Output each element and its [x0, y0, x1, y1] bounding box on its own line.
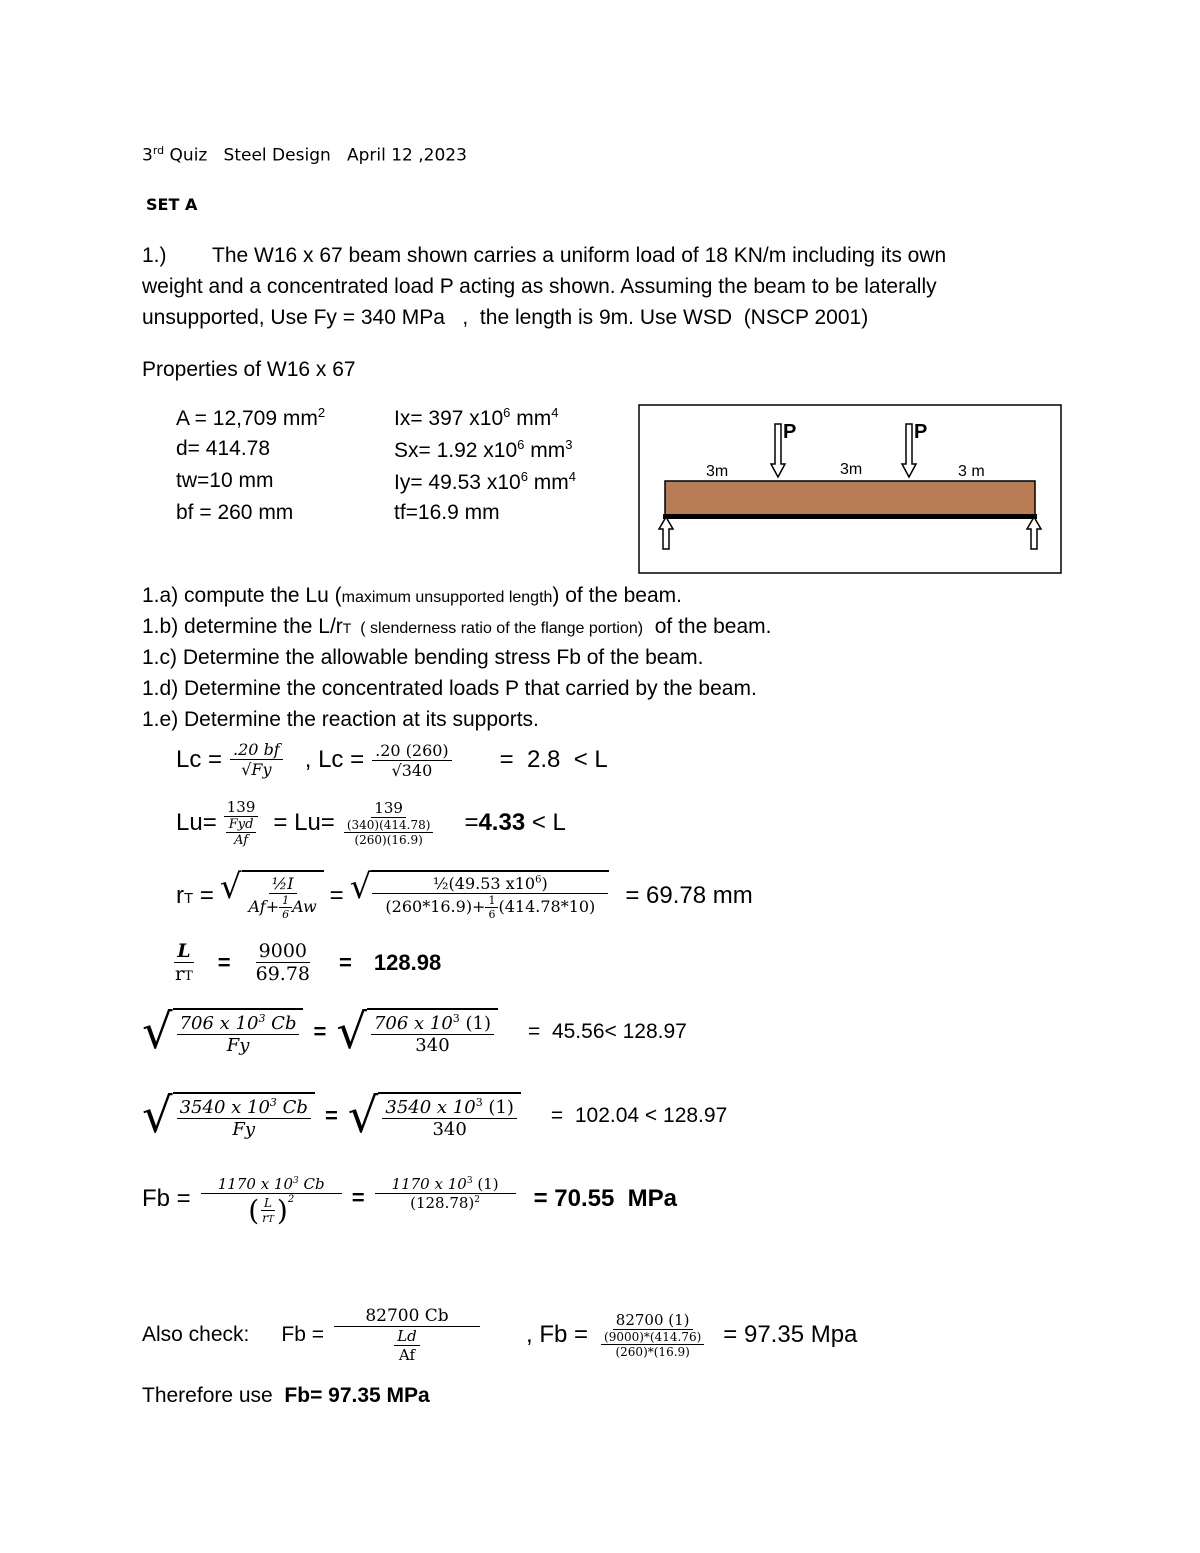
quiz-number-suffix: rd: [152, 144, 165, 157]
rt-equation: rT = √ ½I Af+ $\frac{1}{6}$ Aw = √ ½(49.53 $x10^6$) (260*16.9)+ $\frac{1}{6}$ (414.78*10) = 69.78 mm: [176, 867, 753, 921]
check-equation: Also check: Fb = $\frac{82700 Cb}{\frac{Ld}{Af}}$ , Fb = $\frac{82700 (1)}{\frac{(9000)*(414.76)}{(260)*(16.9)}}$ = 97.35 Mpa: [142, 1306, 858, 1364]
load-label-1: P: [783, 421, 797, 443]
slenderness-equation: $\frac{L}{rT}$ = $\frac{9000}{69.78}$ = 128.98: [175, 940, 442, 985]
problem-text-line-2: weight and a concentrated load P acting as shown. Assuming the beam to be laterally: [142, 275, 937, 298]
question-1a: 1.a) compute the Lu (maximum unsupported length) of the beam.: [142, 584, 682, 607]
prop-sx: Sx= 1.92 $x10^6$ $mm^3$: [394, 437, 573, 462]
beam-base-line: [663, 514, 1037, 519]
span-label-1: 3m: [706, 463, 729, 480]
beam-body: [665, 481, 1035, 515]
load-label-2: P: [914, 421, 928, 443]
prop-flange-thickness: tf=16.9 mm: [394, 501, 500, 524]
quiz-title: Quiz Steel Design April 12 ,2023: [164, 145, 467, 166]
question-1c: 1.c) Determine the allowable bending stress Fb of the beam.: [142, 646, 704, 669]
problem-text-line-3: unsupported, Use Fy = 340 MPa , the length is 9m. Use WSD (NSCP 2001): [142, 306, 869, 329]
question-1b: 1.b) determine the L/rT ( slenderness ratio of the flange portion) of the beam.: [142, 615, 772, 638]
quiz-number: 3: [142, 145, 153, 166]
prop-ix: Ix= 397 $x10^6$ $mm^4$: [394, 405, 559, 430]
problem-number: 1.): [142, 244, 167, 267]
properties-title: Properties of W16 x 67: [142, 358, 356, 381]
question-1e: 1.e) Determine the reaction at its supports.: [142, 708, 539, 731]
limit-equation-2: √ $\frac{3540 x 10^3 Cb}{Fy}$ = √ $\frac{3540 x 10^3 (1)}{340}$ = 102.04 < 128.97: [142, 1088, 728, 1144]
prop-depth: d= 414.78: [176, 437, 271, 460]
set-label: SET A: [146, 195, 198, 214]
span-label-2: 3m: [840, 461, 863, 478]
question-1d: 1.d) Determine the concentrated loads P that carried by the beam.: [142, 677, 757, 700]
span-label-3: 3 m: [958, 463, 985, 480]
conclusion: Therefore use Fb= 97.35 MPa: [142, 1384, 430, 1407]
beam-diagram: [638, 404, 1062, 574]
problem-text-line-1: The W16 x 67 beam shown carries a uniform load of 18 KN/m including its own: [212, 244, 947, 267]
prop-area: A = 12,709 $mm^2$: [176, 405, 326, 430]
prop-web-thickness: tw=10 mm: [176, 469, 274, 492]
prop-flange-width: bf = 260 mm: [176, 501, 294, 524]
fb-equation: Fb = 1170 x $10^3$ Cb ( $\frac{L}{rT}$ ) $^2$ = $\frac{1170 x 10^3 (1)}{(128.78)^2}$ = 70.55 MPa: [142, 1175, 677, 1227]
limit-equation-1: √ $\frac{706 x 10^3 Cb}{Fy}$ = √ $\frac{706 x 10^3 (1)}{340}$ = 45.56< 128.97: [142, 1004, 687, 1060]
quiz-header: [142, 144, 467, 166]
prop-iy: Iy= 49.53 $x10^6$ $mm^4$: [394, 469, 576, 494]
lc-equation: Lc = $\frac{.20 bf}{√Fy}$ , Lc = $\frac{.20 (260)}{√340}$ = 2.8 < L: [176, 740, 608, 780]
lu-equation: Lu= $\frac{139}{\frac{\text{Fyd}}{Af}}$ = Lu= $\frac{139}{\frac{(340)(414.78)}{(260)(16.9)}}$ =4.33 < L: [176, 798, 566, 848]
